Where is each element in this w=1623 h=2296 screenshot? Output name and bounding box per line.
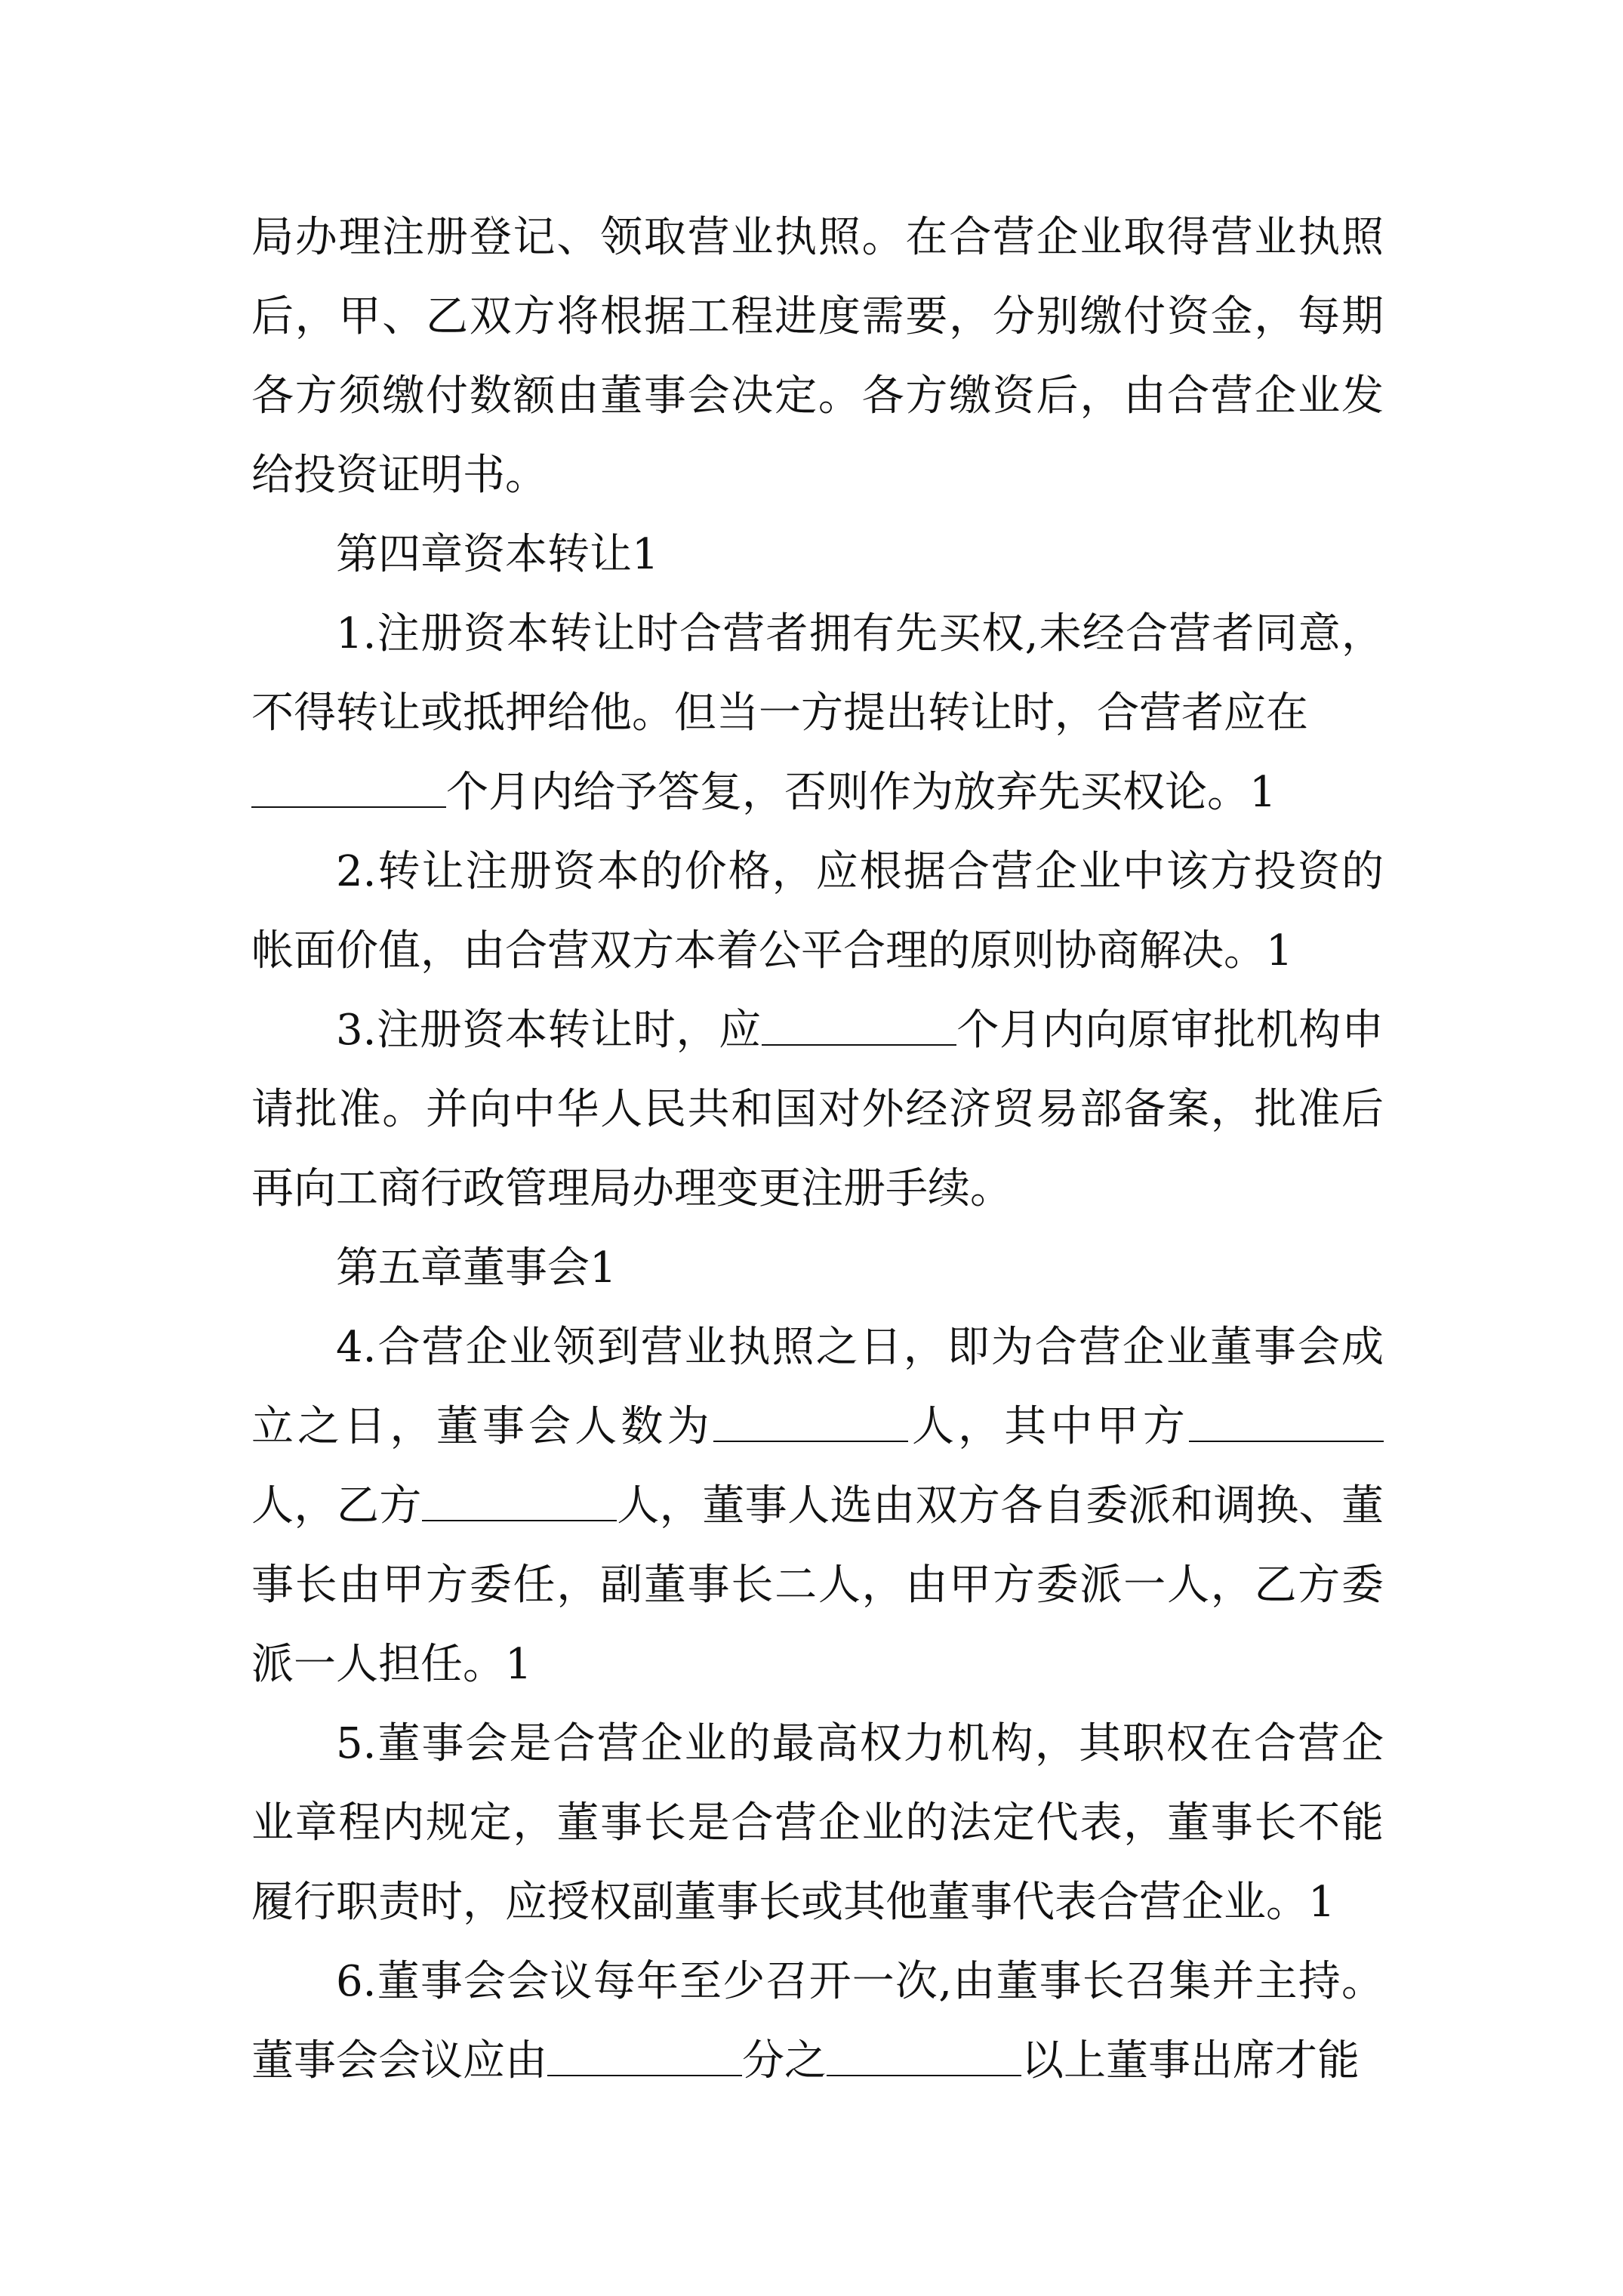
blank-field[interactable] bbox=[1189, 1401, 1384, 1442]
document-body bbox=[251, 198, 1384, 2100]
clause-2: 2.转让注册资本的价格，应根据合营企业中该方投资的帐面价值，由合营双方本着公平合理的原则协商解决。1 bbox=[251, 847, 1384, 975]
clause-6: 6.董事会会议每年至少召开一次,由董事长召集并主持。董事会会议应由 分之 以上董事出席才能 bbox=[251, 1957, 1384, 2085]
blank-field[interactable] bbox=[762, 1005, 956, 1046]
clause-5: 5.董事会是合营企业的最高权力机构，其职权在合营企业章程内规定，董事长是合营企业的法定代表，董事长不能履行职责时，应授权副董事长或其他董事代表合营企业。1 bbox=[251, 1719, 1384, 1927]
clause-4: 4.合营企业领到营业执照之日，即为合营企业董事会成立之日，董事会人数为 人，其中甲方人，乙方 人，董事人选由双方各自委派和调换、董事长由甲方委任，副董事长二人，由甲方委派一人，乙方委派一人担任。1 bbox=[251, 1323, 1384, 1689]
chapter-heading-5: 第五章董事会1 bbox=[336, 1244, 617, 1293]
blank-field[interactable] bbox=[422, 1481, 617, 1521]
clause-1: 1.注册资本转让时合营者拥有先买权,未经合营者同意，不得转让或抵押给他。但当一方提出转让时，合营者应在 个月内给予答复，否则作为放弃先买权论。1 bbox=[251, 609, 1384, 817]
blank-field[interactable] bbox=[713, 1401, 908, 1442]
chapter-heading-4: 第四章资本转让1 bbox=[336, 530, 659, 579]
blank-field[interactable] bbox=[547, 2036, 742, 2076]
clause-3: 3.注册资本转让时，应 个月内向原审批机构申请批准。并向中华人民共和国对外经济贸易部备案，批准后再向工商行政管理局办理变更注册手续。 bbox=[251, 1006, 1384, 1213]
blank-field[interactable] bbox=[827, 2036, 1021, 2076]
paragraph-registration: 局办理注册登记、领取营业执照。在合营企业取得营业执照后，甲、乙双方将根据工程进度需要，分别缴付资金，每期各方须缴付数额由董事会决定。各方缴资后，由合营企业发给投资证明书。 bbox=[251, 213, 1384, 500]
blank-field[interactable] bbox=[251, 767, 446, 808]
